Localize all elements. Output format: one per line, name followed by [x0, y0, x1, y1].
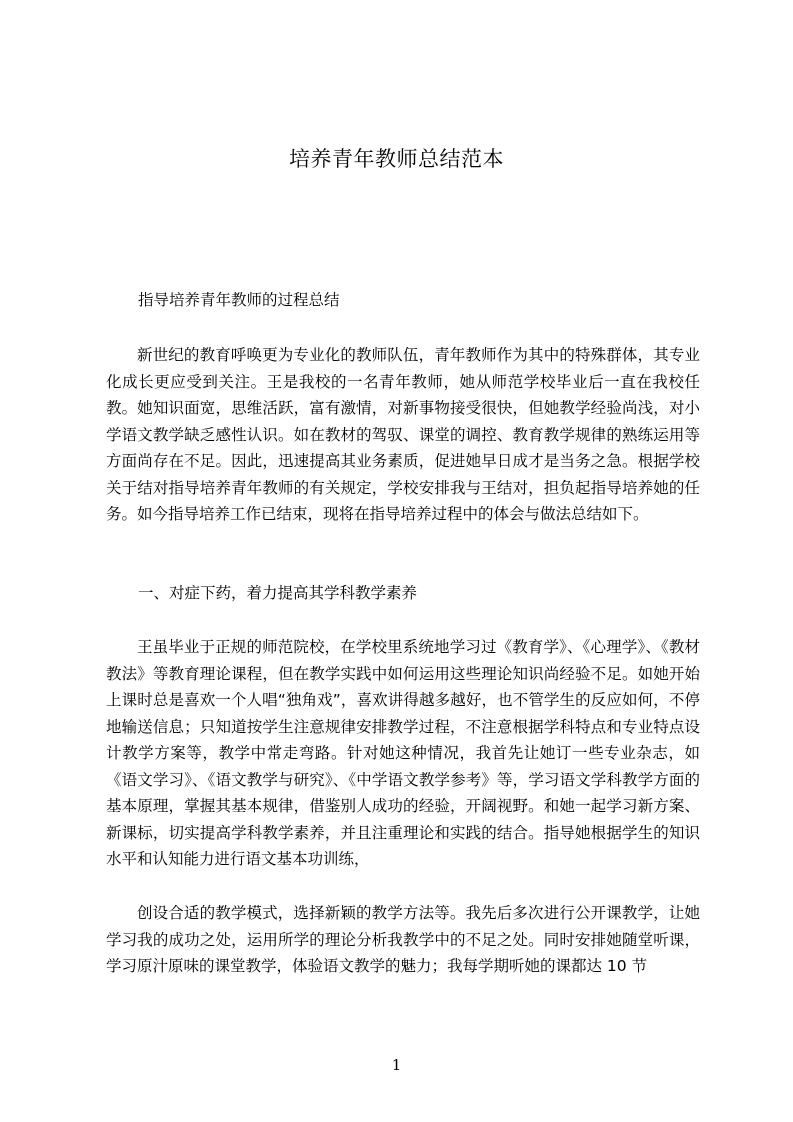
document-subtitle: 指导培养青年教师的过程总结 — [138, 291, 340, 309]
paragraph-section-1-continued: 创设合适的教学模式，选择新颖的教学方法等。我先后多次进行公开课教学，让她学习我的成功之处，运用所学的理论分析我教学中的不足之处。同时安排她随堂听课，学习原汁原味的课堂教学，体验语文教学的魅力；我每学期听她的课都达 10 节 — [106, 904, 700, 975]
paragraph-intro: 新世纪的教育呼唤更为专业化的教师队伍，青年教师作为其中的特殊群体，其专业化成长更应受到关注。王是我校的一名青年教师，她从师范学校毕业后一直在我校任教。她知识面宽，思维活跃，富有激情，对新事物接受很快，但她教学经验尚浅，对小学语文教学缺乏感性认识。如在教材的驾驭、课堂的调控、教育教学规律的熟练运用等方面尚存在不足。因此，迅速提高其业务素质，促进她早日成才是当务之急。根据学校关于结对指导培养青年教师的有关规定，学校安排我与王结对，担负起指导培养她的任务。如今指导培养工作已结束，现将在指导培养过程中的体会与做法总结如下。 — [106, 346, 700, 523]
section-heading-1: 一、对症下药，着力提高其学科教学素养 — [138, 584, 418, 602]
paragraph-section-1: 王虽毕业于正规的师范院校，在学校里系统地学习过《教育学》、《心理学》、《教材教法》等教育理论课程，但在教学实践中如何运用这些理论知识尚经验不足。如她开始上课时总是喜欢一个人唱“独角戏”，喜欢讲得越多越好，也不管学生的反应如何，不停地输送信息；只知道按学生注意规律安排教学过程，不注意根据学科特点和专业特点设计教学方案等，教学中常走弯路。针对她这种情况，我首先让她订一些专业杂志，如《语文学习》、《语文教学与研究》、《中学语文教学参考》等，学习语文学科教学方面的基本原理，掌握其基本规律，借鉴别人成功的经验，开阔视野。和她一起学习新方案、新课标，切实提高学科教学素养，并且注重理论和实践的结合。指导她根据学生的知识水平和认知能力进行语文基本功训练， — [106, 638, 700, 868]
document-title: 培养青年教师总结范本 — [289, 147, 504, 171]
page-number: 1 — [391, 1056, 402, 1074]
